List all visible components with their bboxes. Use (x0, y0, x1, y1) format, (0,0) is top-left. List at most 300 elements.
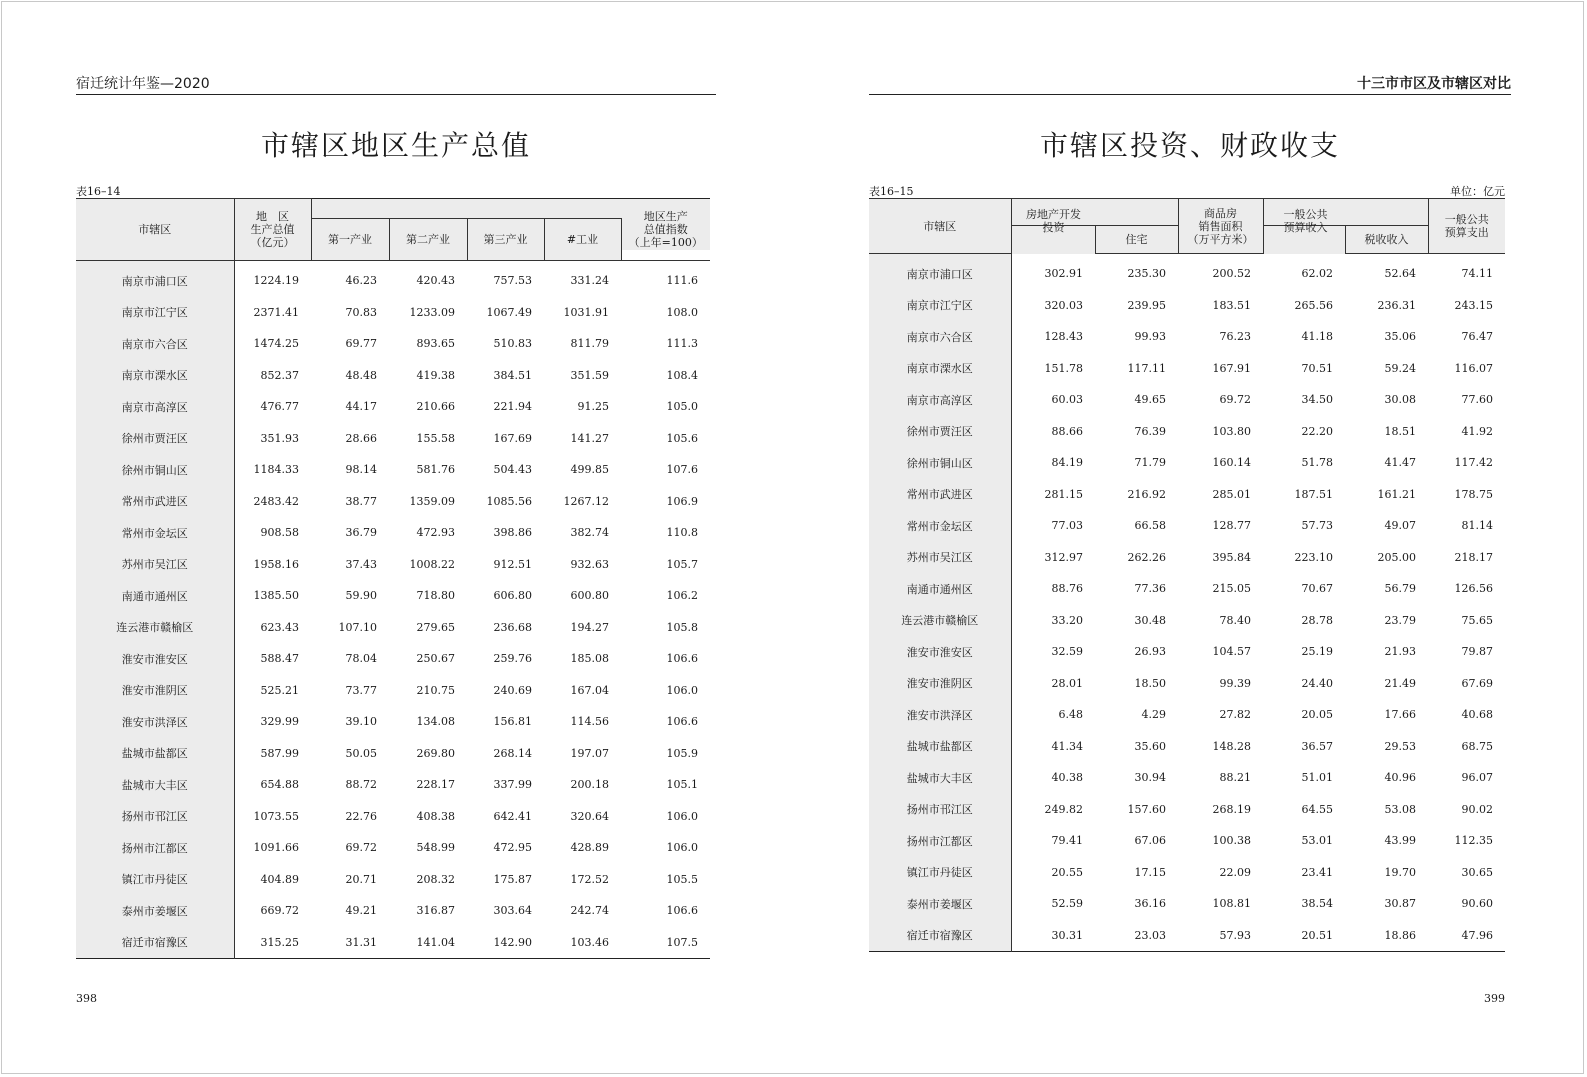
header-region-r: 市辖区 (869, 199, 1011, 254)
header-sales-area: 商品房 销售面积 （万平方米） (1178, 199, 1263, 254)
region-name: 连云港市赣榆区 (76, 612, 234, 644)
table-row (76, 328, 710, 360)
table-cell: 36.79 (345, 526, 377, 540)
table-cell: 18.50 (1134, 676, 1166, 690)
table-cell: 216.92 (1127, 487, 1166, 501)
page-title-left: 市辖区地区生产总值 (260, 129, 531, 162)
table-cell: 44.17 (345, 400, 377, 414)
header-gdp: 地 区 生产总值 （亿元） (234, 199, 311, 261)
table-cell: 654.88 (260, 778, 299, 792)
table-cell: 499.85 (570, 463, 609, 477)
table-cell: 126.56 (1454, 582, 1493, 596)
table-cell: 76.47 (1461, 330, 1493, 344)
table-cell: 73.77 (345, 683, 377, 697)
table-cell: 302.91 (1044, 267, 1083, 280)
table-row (76, 391, 710, 423)
table-cell: 504.43 (493, 463, 532, 477)
table-cell: 156.81 (493, 715, 532, 729)
header-tertiary: 第三产业 (467, 219, 544, 261)
region-name: 南京市江宁区 (76, 297, 234, 329)
table-cell: 90.60 (1461, 897, 1493, 911)
table-cell: 167.69 (493, 431, 532, 445)
table-cell: 105.6 (666, 431, 699, 445)
gdp-table (76, 198, 710, 959)
table-cell: 62.02 (1301, 267, 1333, 280)
table-cell: 59.24 (1384, 361, 1416, 375)
table-cell: 105.5 (666, 872, 699, 886)
table-cell: 49.21 (345, 904, 377, 918)
table-cell: 265.56 (1294, 298, 1333, 312)
table-row (869, 762, 1505, 794)
table-cell: 106.0 (666, 809, 699, 823)
table-cell: 51.78 (1301, 456, 1333, 470)
table-cell: 43.99 (1384, 834, 1416, 848)
table-cell: 167.04 (570, 683, 609, 697)
table-cell: 148.28 (1212, 739, 1251, 753)
table-cell: 70.83 (345, 305, 377, 319)
table-cell: 185.08 (570, 652, 609, 666)
table-cell: 88.21 (1219, 771, 1251, 785)
table-cell: 235.30 (1127, 267, 1166, 281)
table-cell: 40.38 (1051, 771, 1083, 785)
table-cell: 606.80 (493, 589, 532, 603)
table-row (76, 486, 710, 518)
table-cell: 110.8 (666, 526, 699, 540)
table-cell: 1267.12 (563, 494, 609, 508)
table-cell: 2483.42 (253, 494, 299, 508)
table-row (869, 479, 1505, 511)
table-cell: 40.68 (1461, 708, 1493, 722)
table-cell: 27.82 (1219, 708, 1251, 722)
table-cell: 215.05 (1212, 582, 1251, 596)
table-cell: 108.4 (666, 368, 699, 382)
table-cell: 20.05 (1301, 708, 1333, 722)
table-cell: 67.69 (1461, 676, 1493, 690)
region-name: 南京市江宁区 (869, 290, 1011, 322)
table-cell: 69.72 (345, 841, 377, 855)
table-cell: 53.01 (1301, 834, 1333, 848)
table-cell: 200.52 (1212, 267, 1251, 281)
table-cell: 1008.22 (409, 557, 455, 571)
table-cell: 221.94 (493, 400, 532, 414)
table-cell: 38.54 (1301, 897, 1333, 911)
table-cell: 70.67 (1301, 582, 1333, 596)
table-cell: 24.40 (1301, 676, 1333, 690)
region-name: 盐城市盐都区 (869, 731, 1011, 763)
table-cell: 281.15 (1044, 487, 1083, 501)
table-row (869, 920, 1505, 952)
table-row (869, 668, 1505, 700)
table-cell: 77.60 (1461, 393, 1493, 407)
table-cell: 329.99 (260, 715, 299, 729)
region-name: 连云港市赣榆区 (869, 605, 1011, 637)
region-name: 镇江市丹徒区 (76, 864, 234, 896)
region-name: 常州市武进区 (869, 479, 1011, 511)
table-cell: 17.66 (1384, 708, 1416, 722)
table-cell: 79.41 (1051, 834, 1083, 848)
table-cell: 197.07 (570, 746, 609, 760)
header-industry: #工业 (544, 219, 621, 261)
table-cell: 420.43 (416, 274, 455, 288)
table-label-left: 表16–14 (76, 185, 121, 198)
running-head-right: 十三市市区及市辖区对比 (869, 76, 1511, 95)
table-cell: 57.93 (1219, 928, 1251, 942)
table-cell: 52.64 (1384, 267, 1416, 281)
table-row (76, 297, 710, 329)
table-cell: 384.51 (493, 368, 532, 382)
table-row (869, 447, 1505, 479)
table-cell: 18.86 (1384, 928, 1416, 942)
table-cell: 28.78 (1301, 613, 1333, 627)
table-cell: 78.40 (1219, 613, 1251, 627)
table-cell: 331.24 (570, 274, 609, 288)
table-cell: 1184.33 (253, 463, 299, 477)
table-cell: 81.14 (1461, 519, 1493, 533)
table-row (869, 510, 1505, 542)
table-cell: 38.77 (345, 494, 377, 508)
table-cell: 41.18 (1301, 330, 1333, 344)
table-cell: 116.07 (1454, 361, 1493, 375)
table-cell: 236.68 (493, 620, 532, 634)
header-realestate-label: 房地产开发 投资 (1026, 208, 1081, 234)
table-row (76, 580, 710, 612)
table-cell: 60.03 (1051, 393, 1083, 407)
table-row (76, 801, 710, 833)
table-cell: 106.0 (666, 683, 699, 697)
table-cell: 128.77 (1212, 519, 1251, 533)
table-cell: 31.31 (345, 935, 377, 949)
region-name: 扬州市邗江区 (869, 794, 1011, 826)
table-cell: 269.80 (416, 746, 455, 760)
table-cell: 351.59 (570, 368, 609, 382)
region-name: 南京市浦口区 (76, 261, 234, 297)
region-name: 泰州市姜堰区 (76, 895, 234, 927)
table-cell: 395.84 (1212, 550, 1251, 564)
table-cell: 91.25 (577, 400, 609, 414)
table-cell: 587.99 (260, 746, 299, 760)
table-cell: 157.60 (1127, 802, 1166, 816)
table-cell: 548.99 (416, 841, 455, 855)
table-cell: 623.43 (260, 620, 299, 634)
table-cell: 167.91 (1212, 361, 1251, 375)
table-cell: 69.72 (1219, 393, 1251, 407)
region-name: 南通市通州区 (76, 580, 234, 612)
table-cell: 84.19 (1051, 456, 1083, 470)
table-cell: 236.31 (1377, 298, 1416, 312)
investment-finance-table (869, 198, 1505, 952)
table-cell: 20.71 (345, 872, 377, 886)
header-revenue (1263, 199, 1428, 234)
page-number-right: 399 (1484, 992, 1505, 1005)
table-cell: 106.6 (666, 904, 699, 918)
table-row (76, 261, 710, 297)
region-name: 盐城市大丰区 (869, 762, 1011, 794)
header-tax: 税收收入 (1345, 226, 1428, 254)
table-cell: 21.49 (1384, 676, 1416, 690)
table-cell: 104.57 (1212, 645, 1251, 659)
table-cell: 200.18 (570, 778, 609, 792)
table-cell: 811.79 (570, 337, 609, 351)
table-cell: 69.77 (345, 337, 377, 351)
table-cell: 47.96 (1461, 928, 1493, 942)
table-cell: 114.56 (570, 715, 609, 729)
table-cell: 642.41 (493, 809, 532, 823)
table-cell: 77.03 (1051, 519, 1083, 533)
table-cell: 172.52 (570, 872, 609, 886)
table-cell: 37.43 (345, 557, 377, 571)
table-cell: 66.58 (1134, 519, 1166, 533)
region-name: 常州市金坛区 (76, 517, 234, 549)
table-cell: 23.03 (1134, 928, 1166, 942)
table-cell: 428.89 (570, 841, 609, 855)
table-row (76, 864, 710, 896)
table-row (76, 643, 710, 675)
table-row (869, 699, 1505, 731)
table-cell: 57.73 (1301, 519, 1333, 533)
table-cell: 718.80 (416, 589, 455, 603)
table-cell: 106.0 (666, 841, 699, 855)
table-cell: 79.87 (1461, 645, 1493, 659)
table-cell: 49.07 (1384, 519, 1416, 533)
page-title-right: 市辖区投资、财政收支 (1039, 129, 1340, 162)
table-cell: 105.7 (666, 557, 699, 571)
region-name: 扬州市江都区 (76, 832, 234, 864)
table-cell: 105.0 (666, 400, 699, 414)
table-cell: 68.75 (1461, 739, 1493, 753)
table-cell: 239.95 (1127, 298, 1166, 312)
table-row (869, 290, 1505, 322)
region-name: 苏州市吴江区 (76, 549, 234, 581)
table-cell: 268.19 (1212, 802, 1251, 816)
table-cell: 581.76 (416, 463, 455, 477)
table-cell: 53.08 (1384, 802, 1416, 816)
table-row (76, 738, 710, 770)
table-cell: 41.92 (1461, 424, 1493, 438)
table-row (76, 675, 710, 707)
table-cell: 476.77 (260, 400, 299, 414)
table-cell: 183.51 (1212, 298, 1251, 312)
region-name: 徐州市铜山区 (869, 447, 1011, 479)
header-gdp-index: 地区生产 总值指数 （上年=100） (621, 209, 710, 251)
table-cell: 88.72 (345, 778, 377, 792)
table-cell: 30.94 (1134, 771, 1166, 785)
table-cell: 141.04 (416, 935, 455, 949)
table-cell: 757.53 (493, 274, 532, 288)
table-row (869, 573, 1505, 605)
table-cell: 600.80 (570, 589, 609, 603)
table-cell: 35.06 (1384, 330, 1416, 344)
table-cell: 106.9 (666, 494, 699, 508)
table-cell: 155.58 (416, 431, 455, 445)
table-cell: 39.10 (345, 715, 377, 729)
table-cell: 382.74 (570, 526, 609, 540)
region-name: 南京市溧水区 (76, 360, 234, 392)
table-cell: 303.64 (493, 904, 532, 918)
table-cell: 142.90 (493, 935, 532, 949)
table-cell: 1031.91 (563, 305, 609, 319)
table-cell: 106.6 (666, 652, 699, 666)
table-cell: 161.21 (1377, 487, 1416, 501)
table-row (869, 636, 1505, 668)
table-cell: 106.6 (666, 715, 699, 729)
table-cell: 160.14 (1212, 456, 1251, 470)
table-cell: 472.95 (493, 841, 532, 855)
table-cell: 20.51 (1301, 928, 1333, 942)
table-cell: 22.20 (1301, 424, 1333, 438)
table-cell: 105.8 (666, 620, 699, 634)
table-cell: 208.32 (416, 872, 455, 886)
table-cell: 117.11 (1127, 361, 1166, 375)
table-cell: 404.89 (260, 872, 299, 886)
table-cell: 107.5 (666, 935, 699, 949)
table-cell: 210.75 (416, 683, 455, 697)
table-cell: 51.01 (1301, 771, 1333, 785)
table-row (76, 832, 710, 864)
header-realestate (1011, 199, 1178, 234)
table-cell: 2371.41 (253, 305, 299, 319)
table-cell: 472.93 (416, 526, 455, 540)
region-name: 南京市六合区 (76, 328, 234, 360)
table-cell: 28.01 (1051, 676, 1083, 690)
region-name: 盐城市盐都区 (76, 738, 234, 770)
table-cell: 1958.16 (253, 557, 299, 571)
table-cell: 90.02 (1461, 802, 1493, 816)
table-cell: 64.55 (1301, 802, 1333, 816)
region-name: 盐城市大丰区 (76, 769, 234, 801)
table-cell: 59.90 (345, 589, 377, 603)
table-cell: 108.81 (1212, 897, 1251, 911)
table-cell: 108.0 (666, 305, 699, 319)
table-cell: 141.27 (570, 431, 609, 445)
table-row (76, 423, 710, 455)
table-cell: 111.6 (666, 274, 699, 288)
region-name: 南通市通州区 (869, 573, 1011, 605)
table-row (869, 825, 1505, 857)
table-row (76, 549, 710, 581)
table-cell: 96.07 (1461, 771, 1493, 785)
table-cell: 36.57 (1301, 739, 1333, 753)
region-name: 镇江市丹徒区 (869, 857, 1011, 889)
table-cell: 315.25 (260, 935, 299, 949)
table-cell: 30.48 (1134, 613, 1166, 627)
table-cell: 218.17 (1454, 550, 1493, 564)
table-row (76, 454, 710, 486)
region-name: 徐州市贾汪区 (76, 423, 234, 455)
table-cell: 28.66 (345, 431, 377, 445)
header-housing: 住宅 (1095, 226, 1178, 254)
table-cell: 18.51 (1384, 424, 1416, 438)
table-cell: 41.47 (1384, 456, 1416, 470)
table-cell: 74.11 (1461, 267, 1493, 281)
table-cell: 77.36 (1134, 582, 1166, 596)
table-cell: 78.04 (345, 652, 377, 666)
table-row (869, 416, 1505, 448)
table-cell: 669.72 (260, 904, 299, 918)
table-row (869, 888, 1505, 920)
table-cell: 41.34 (1051, 739, 1083, 753)
table-cell: 75.65 (1461, 613, 1493, 627)
table-row (869, 731, 1505, 763)
table-cell: 1073.55 (253, 809, 299, 823)
header-secondary: 第二产业 (389, 219, 467, 261)
table-cell: 4.29 (1141, 708, 1166, 722)
region-name: 淮安市洪泽区 (869, 699, 1011, 731)
region-name: 扬州市江都区 (869, 825, 1011, 857)
table-row (76, 360, 710, 392)
table-cell: 893.65 (416, 337, 455, 351)
table-cell: 351.93 (260, 431, 299, 445)
region-name: 常州市金坛区 (869, 510, 1011, 542)
table-cell: 210.66 (416, 400, 455, 414)
table-cell: 205.00 (1377, 550, 1416, 564)
table-cell: 117.42 (1454, 456, 1493, 470)
table-row (869, 542, 1505, 574)
table-cell: 228.17 (416, 778, 455, 792)
table-cell: 32.59 (1051, 645, 1083, 659)
table-row (869, 857, 1505, 889)
table-cell: 223.10 (1294, 550, 1333, 564)
table-cell: 17.15 (1134, 865, 1166, 879)
region-name: 淮安市淮安区 (869, 636, 1011, 668)
table-cell: 134.08 (416, 715, 455, 729)
region-name: 苏州市吴江区 (869, 542, 1011, 574)
region-name: 南京市高淳区 (76, 391, 234, 423)
table-cell: 30.65 (1461, 865, 1493, 879)
region-name: 南京市浦口区 (869, 254, 1011, 290)
table-cell: 912.51 (493, 557, 532, 571)
table-cell: 312.97 (1044, 550, 1083, 564)
table-cell: 932.63 (570, 557, 609, 571)
region-name: 淮安市淮阴区 (76, 675, 234, 707)
unit-label: 单位：亿元 (1450, 185, 1505, 198)
table-cell: 187.51 (1294, 487, 1333, 501)
table-cell: 99.93 (1134, 330, 1166, 344)
table-cell: 70.51 (1301, 361, 1333, 375)
table-cell: 67.06 (1134, 834, 1166, 848)
table-cell: 194.27 (570, 620, 609, 634)
region-name: 淮安市洪泽区 (76, 706, 234, 738)
header-expenditure: 一般公共 预算支出 (1428, 199, 1505, 254)
table-cell: 50.05 (345, 746, 377, 760)
table-cell: 408.38 (416, 809, 455, 823)
table-row (869, 353, 1505, 385)
table-cell: 25.19 (1301, 645, 1333, 659)
table-row (869, 605, 1505, 637)
table-cell: 30.08 (1384, 393, 1416, 407)
table-cell: 99.39 (1219, 676, 1251, 690)
table-cell: 46.23 (345, 274, 377, 288)
table-cell: 1233.09 (409, 305, 455, 319)
page-number-left: 398 (76, 992, 97, 1005)
region-name: 淮安市淮安区 (76, 643, 234, 675)
table-cell: 525.21 (260, 683, 299, 697)
table-cell: 398.86 (493, 526, 532, 540)
table-cell: 103.46 (570, 935, 609, 949)
table-cell: 88.66 (1051, 424, 1083, 438)
table-cell: 26.93 (1134, 645, 1166, 659)
table-cell: 1359.09 (409, 494, 455, 508)
table-label-right: 表16–15 (869, 185, 914, 198)
table-cell: 6.48 (1058, 708, 1083, 722)
table-row (76, 927, 710, 959)
table-cell: 33.20 (1051, 613, 1083, 627)
table-cell: 71.79 (1134, 456, 1166, 470)
right-page (869, 0, 1511, 1077)
table-cell: 88.76 (1051, 582, 1083, 596)
left-page (76, 0, 716, 1077)
table-cell: 259.76 (493, 652, 532, 666)
table-cell: 21.93 (1384, 645, 1416, 659)
